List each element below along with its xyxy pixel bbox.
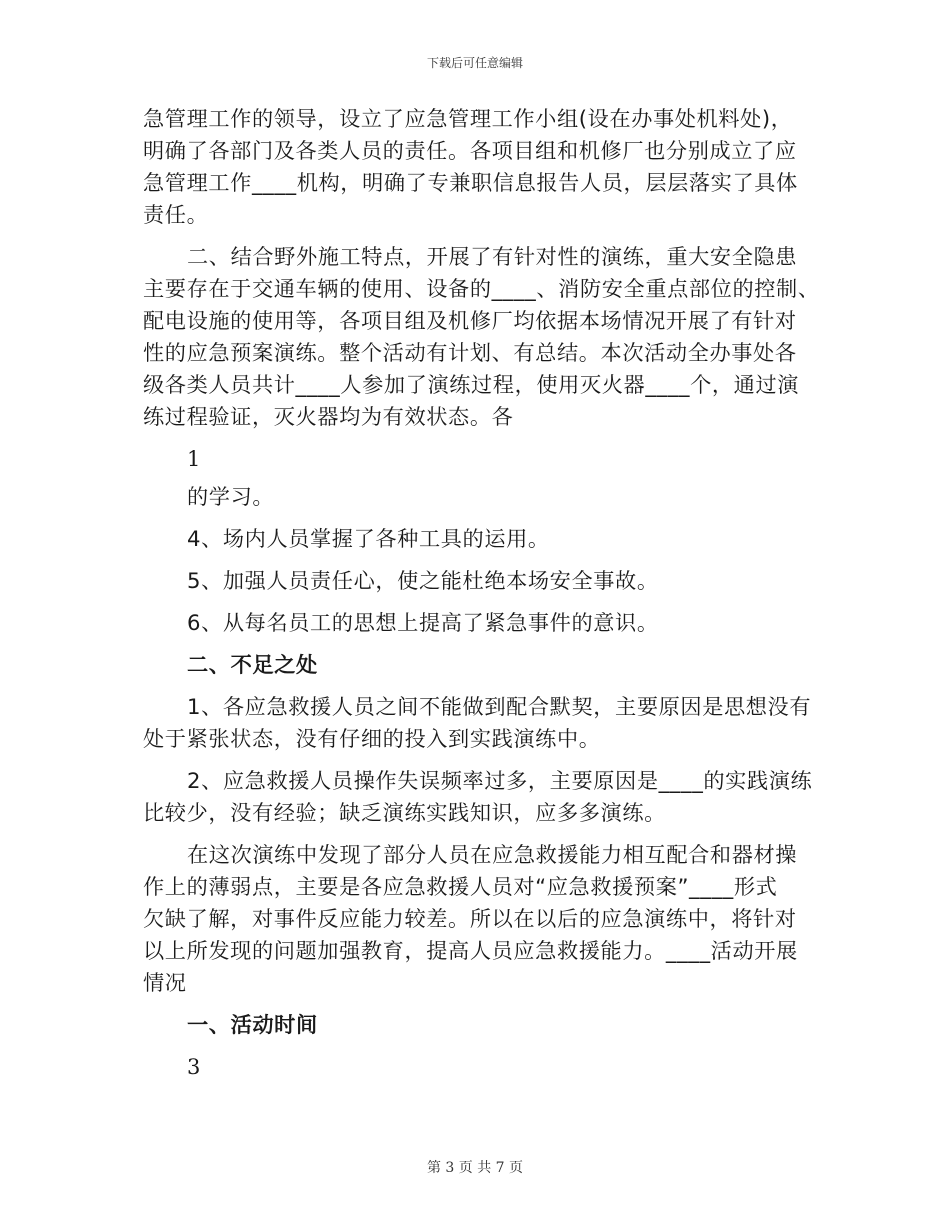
page-footer: 第 3 页 共 7 页 — [426, 1160, 524, 1176]
text-line: 急管理工作的领导，设立了应急管理工作小组(设在办事处机料处)， — [143, 106, 793, 131]
paragraph-field-drills — [143, 241, 820, 433]
page-marker-1 — [143, 443, 813, 475]
text-line: 6、从每名员工的思想上提高了紧急事件的意识。 — [187, 610, 659, 635]
text-line: 练过程验证，灭火器均为有效状态。各 — [143, 404, 514, 429]
text-line: 比较少，没有经验；缺乏演练实践知识，应多多演练。 — [143, 800, 666, 825]
heading-text: 二、不足之处 — [187, 652, 318, 677]
list-item-5 — [143, 565, 813, 597]
text-line: 在这次演练中发现了部分人员在应急救援能力相互配合和器材操 — [187, 842, 798, 867]
text-line: 明确了各部门及各类人员的责任。各项目组和机修厂也分别成立了应 — [143, 138, 797, 163]
paragraph-study — [143, 481, 813, 513]
section-heading-shortcomings — [143, 649, 813, 681]
text-line: 情况 — [143, 970, 187, 995]
page-number-marker: 1 — [187, 447, 201, 471]
text-line: 二、结合野外施工特点，开展了有针对性的演练，重大安全隐患 — [187, 244, 798, 269]
text-line: 处于紧张状态，没有仔细的投入到实践演练中。 — [143, 726, 601, 751]
text-line: 5、加强人员责任心，使之能杜绝本场安全事故。 — [187, 568, 659, 593]
text-line: 责任。 — [143, 202, 209, 227]
list-item-4 — [143, 523, 813, 555]
paragraph-weak-points — [143, 839, 813, 999]
page-number-marker: 3 — [187, 1055, 201, 1079]
text-line: 的学习。 — [187, 484, 275, 509]
text-line: 配电设施的使用等，各项目组及机修厂均依据本场情况开展了有针对 — [143, 308, 797, 333]
text-line: 以上所发现的问题加强教育，提高人员应急救援能力。____活动开展 — [143, 938, 798, 963]
document-body — [143, 103, 820, 1093]
text-line: 作上的薄弱点，主要是各应急救援人员对“应急救援预案”____形式 — [143, 874, 778, 899]
heading-text: 一、活动时间 — [187, 1012, 318, 1037]
text-line: 急管理工作____机构，明确了专兼职信息报告人员，层层落实了具体 — [143, 170, 798, 195]
shortcoming-item-2 — [143, 765, 813, 829]
page-header: 下载后可任意编辑 — [426, 56, 523, 70]
text-line: 1、各应急救援人员之间不能做到配合默契，主要原因是思想没有 — [187, 694, 812, 719]
text-line: 性的应急预案演练。整个活动有计划、有总结。本次活动全办事处各 — [143, 340, 797, 365]
shortcoming-item-1 — [143, 691, 813, 755]
paragraph-emergency-leadership — [143, 103, 813, 231]
text-line: 4、场内人员掌握了各种工具的运用。 — [187, 526, 550, 551]
text-line: 欠缺了解，对事件反应能力较差。所以在以后的应急演练中，将针对 — [143, 906, 797, 931]
text-line: 2、应急救援人员操作失误频率过多，主要原因是____的实践演练 — [187, 768, 813, 793]
page-marker-3 — [143, 1051, 813, 1083]
list-item-6 — [143, 607, 813, 639]
text-line: 级各类人员共计____人参加了演练过程，使用灭火器____个，通过演 — [143, 372, 800, 397]
text-line: 主要存在于交通车辆的使用、设备的____、消防安全重点部位的控制、 — [143, 276, 820, 301]
section-heading-activity-time — [143, 1009, 813, 1041]
